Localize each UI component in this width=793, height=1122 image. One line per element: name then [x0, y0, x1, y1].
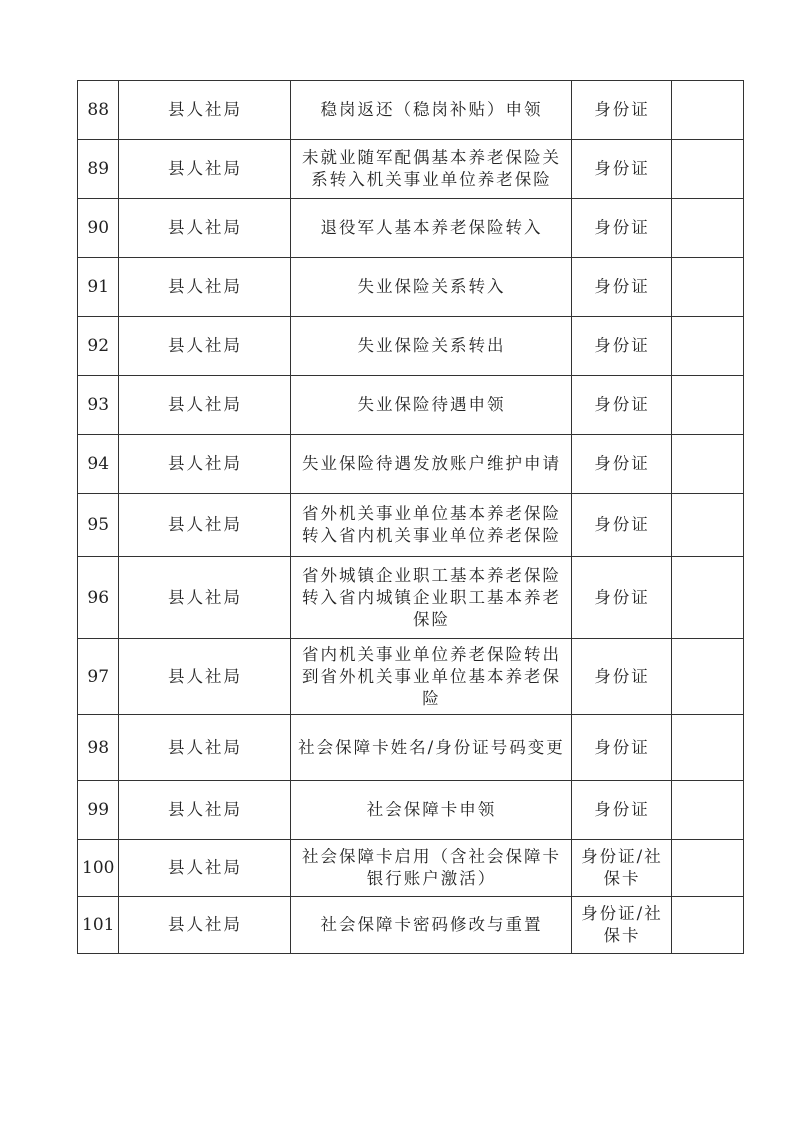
item-name-cell: 社会保障卡申领	[291, 781, 572, 840]
table-row	[78, 376, 744, 435]
table-row	[78, 258, 744, 317]
material-cell: 身份证	[572, 781, 672, 840]
note-cell	[672, 435, 744, 494]
department-cell: 县人社局	[119, 840, 291, 897]
material-cell: 身份证	[572, 557, 672, 639]
service-items-table	[77, 80, 744, 954]
item-name-cell: 未就业随军配偶基本养老保险关系转入机关事业单位养老保险	[291, 140, 572, 199]
row-number: 91	[78, 258, 119, 317]
department-cell: 县人社局	[119, 81, 291, 140]
item-name-cell: 失业保险关系转入	[291, 258, 572, 317]
row-number: 93	[78, 376, 119, 435]
department-cell: 县人社局	[119, 258, 291, 317]
material-cell: 身份证	[572, 140, 672, 199]
item-name-cell: 失业保险待遇发放账户维护申请	[291, 435, 572, 494]
note-cell	[672, 781, 744, 840]
table-row	[78, 317, 744, 376]
table-row	[78, 781, 744, 840]
table-row	[78, 81, 744, 140]
row-number: 88	[78, 81, 119, 140]
item-name-cell: 失业保险待遇申领	[291, 376, 572, 435]
item-name-cell: 省外城镇企业职工基本养老保险转入省内城镇企业职工基本养老保险	[291, 557, 572, 639]
note-cell	[672, 494, 744, 557]
note-cell	[672, 897, 744, 954]
row-number: 92	[78, 317, 119, 376]
note-cell	[672, 376, 744, 435]
item-name-cell: 社会保障卡姓名/身份证号码变更	[291, 715, 572, 781]
department-cell: 县人社局	[119, 199, 291, 258]
row-number: 97	[78, 639, 119, 715]
table-row	[78, 557, 744, 639]
table-row	[78, 199, 744, 258]
material-cell: 身份证	[572, 317, 672, 376]
material-cell: 身份证	[572, 81, 672, 140]
item-name-cell: 省内机关事业单位养老保险转出到省外机关事业单位基本养老保险	[291, 639, 572, 715]
note-cell	[672, 557, 744, 639]
item-name-cell: 省外机关事业单位基本养老保险转入省内机关事业单位养老保险	[291, 494, 572, 557]
row-number: 98	[78, 715, 119, 781]
department-cell: 县人社局	[119, 317, 291, 376]
material-cell: 身份证	[572, 376, 672, 435]
material-cell: 身份证	[572, 435, 672, 494]
department-cell: 县人社局	[119, 897, 291, 954]
note-cell	[672, 317, 744, 376]
material-cell: 身份证	[572, 494, 672, 557]
table-row	[78, 715, 744, 781]
table-row	[78, 140, 744, 199]
note-cell	[672, 81, 744, 140]
row-number: 89	[78, 140, 119, 199]
row-number: 94	[78, 435, 119, 494]
table-row	[78, 897, 744, 954]
department-cell: 县人社局	[119, 557, 291, 639]
item-name-cell: 退役军人基本养老保险转入	[291, 199, 572, 258]
note-cell	[672, 258, 744, 317]
department-cell: 县人社局	[119, 781, 291, 840]
department-cell: 县人社局	[119, 494, 291, 557]
table-row	[78, 494, 744, 557]
table-row	[78, 435, 744, 494]
row-number: 99	[78, 781, 119, 840]
table-row	[78, 840, 744, 897]
department-cell: 县人社局	[119, 639, 291, 715]
item-name-cell: 稳岗返还（稳岗补贴）申领	[291, 81, 572, 140]
department-cell: 县人社局	[119, 715, 291, 781]
row-number: 100	[78, 840, 119, 897]
department-cell: 县人社局	[119, 435, 291, 494]
table-row	[78, 639, 744, 715]
item-name-cell: 失业保险关系转出	[291, 317, 572, 376]
row-number: 96	[78, 557, 119, 639]
row-number: 101	[78, 897, 119, 954]
material-cell: 身份证/社保卡	[572, 897, 672, 954]
item-name-cell: 社会保障卡密码修改与重置	[291, 897, 572, 954]
note-cell	[672, 715, 744, 781]
department-cell: 县人社局	[119, 376, 291, 435]
material-cell: 身份证/社保卡	[572, 840, 672, 897]
note-cell	[672, 840, 744, 897]
note-cell	[672, 639, 744, 715]
note-cell	[672, 140, 744, 199]
row-number: 95	[78, 494, 119, 557]
row-number: 90	[78, 199, 119, 258]
note-cell	[672, 199, 744, 258]
department-cell: 县人社局	[119, 140, 291, 199]
material-cell: 身份证	[572, 639, 672, 715]
item-name-cell: 社会保障卡启用（含社会保障卡银行账户激活）	[291, 840, 572, 897]
material-cell: 身份证	[572, 258, 672, 317]
material-cell: 身份证	[572, 715, 672, 781]
material-cell: 身份证	[572, 199, 672, 258]
